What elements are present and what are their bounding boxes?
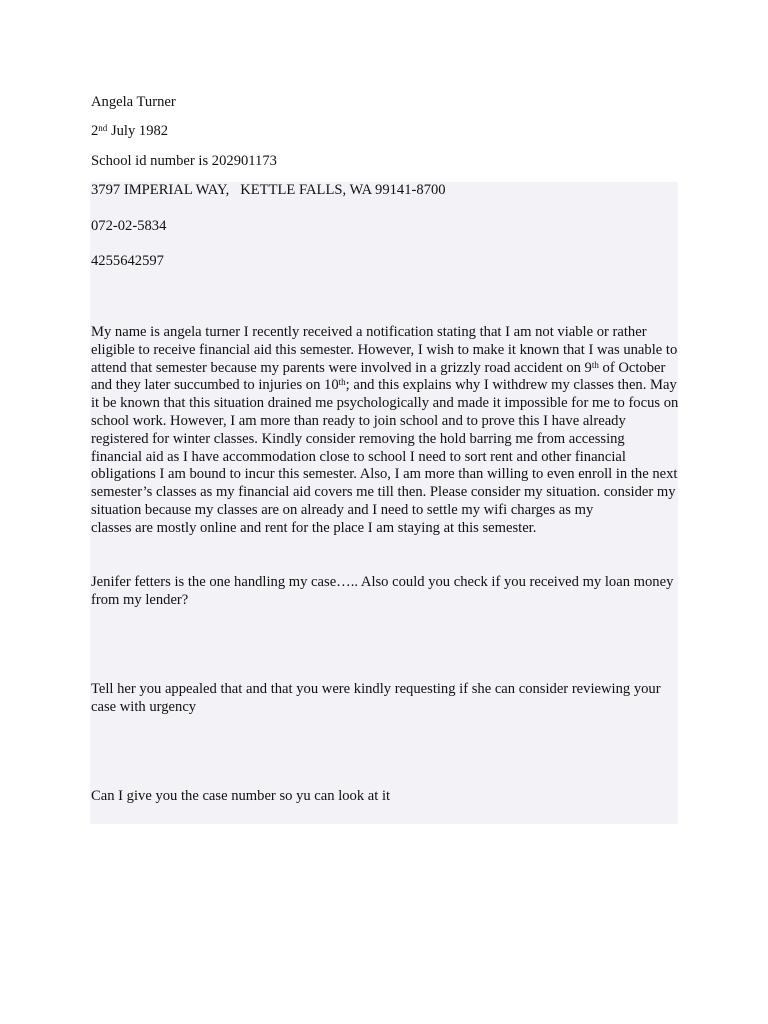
appeal-text-c: ; and this explains why I withdrew my classes then. May it be known that this situation drained me psychologically and made it impossible for me to focus on school work. However, I am more than ready to join school and to prove this I have already registered for winter classes. Kindly consider removing the hold barring me from accessing financial aid as I have accommodation close to school I need to sort rent and other financial obligations I am bound to incur this semester. Also, I am more than willing to even enroll in the next semester’s classes as my financial aid covers me till then. Please consider my situation. consider my situation because my classes are on already and I need to settle my wifi charges as my (91, 377, 679, 518)
appeal-text-a: My name is angela turner I recently received a notification stating that I am not viable or rather eligible to receive financial aid this semester. However, I wish to make it known that I was unable to attend that semester because my parents were involved in a grizzly road accident on 9 (91, 324, 678, 376)
address: 3797 IMPERIAL WAY, KETTLE FALLS, WA 99141-8700 (91, 182, 446, 198)
school-id: School id number is 202901173 (91, 153, 277, 169)
case-number-question: Can I give you the case number so yu can look at it (91, 788, 391, 804)
instruction-paragraph: Tell her you appealed that and that you were kindly requesting if she can consider reviewing your case with urgency (91, 681, 661, 715)
dob-day: 2 (91, 123, 99, 139)
phone-number: 4255642597 (91, 253, 164, 269)
appeal-text-d: classes are mostly online and rent for the place I am staying at this semester. (91, 519, 537, 536)
sender-name: Angela Turner (91, 94, 176, 110)
appeal-text-b: of October and they later succumbed to injuries on 10 (91, 359, 666, 394)
ordinal-sup-1: th (591, 359, 599, 370)
ordinal-sup-2: th (338, 377, 346, 388)
dob-suffix: nd (98, 123, 108, 133)
dob-rest: July 1982 (107, 123, 169, 139)
ssn: 072-02-5834 (91, 218, 167, 234)
case-handler-paragraph: Jenifer fetters is the one handling my case….. Also could you check if you received my loan money from my lender? (91, 574, 674, 608)
date-of-birth (91, 122, 168, 140)
appeal-paragraph (91, 324, 679, 538)
